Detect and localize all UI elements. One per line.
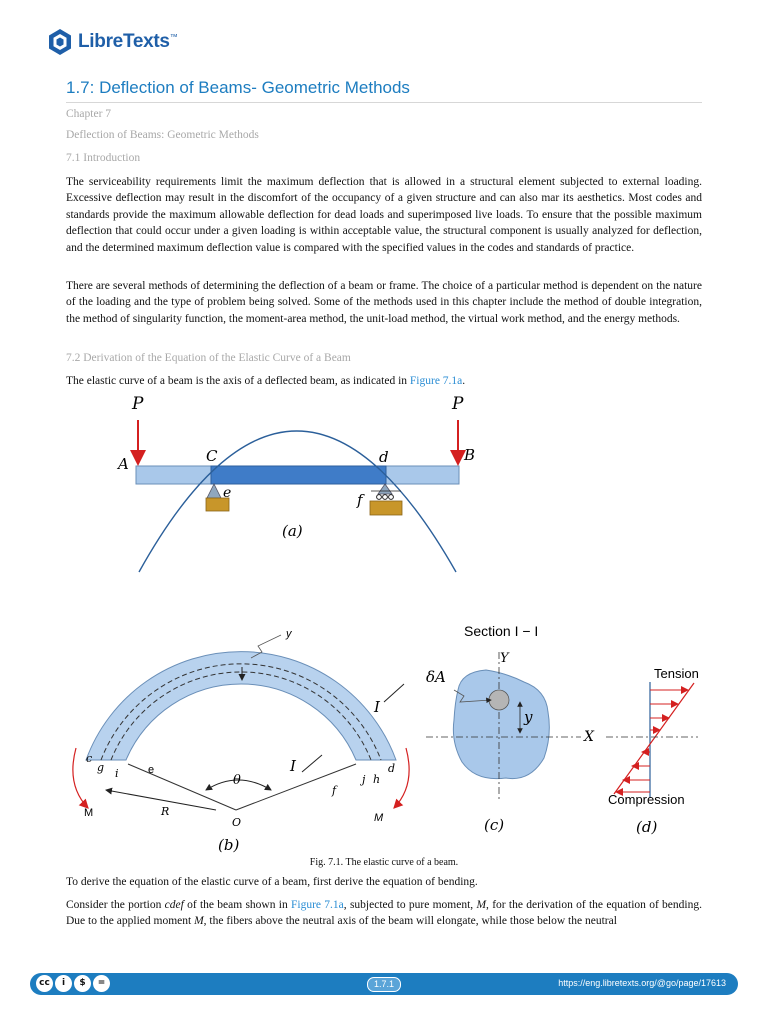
- section-mark-upper: [384, 684, 404, 702]
- label-M-left: M: [84, 807, 94, 819]
- paragraph-methods: There are several methods of determining the deflection of a beam or frame. The choice of a particular method is dependent on the nature of the loading and the type of problem being solved. Some of the methods used in this chapter include the method of double integration, the method of singularity function, the moment-area method, the unit-load method, the virtual work method, and the energy methods.: [66, 280, 702, 325]
- figure-part-c: [426, 623, 595, 834]
- paragraph-elastic-curve: The elastic curve of a beam is the axis of a deflected beam, as indicated in Figure 7.1a.: [66, 375, 466, 387]
- label-P-right: P: [452, 394, 464, 414]
- label-R: R: [161, 805, 170, 818]
- page-url[interactable]: https://eng.libretexts.org/@go/page/17613: [558, 978, 726, 988]
- section-heading-intro: 7.1 Introduction: [66, 152, 141, 164]
- radius-line-left: [128, 764, 236, 810]
- roller-support: [378, 484, 392, 494]
- section-mark-lower: [302, 755, 322, 772]
- page-footer: [30, 973, 738, 995]
- label-i: i: [115, 767, 119, 780]
- label-g: g: [97, 761, 105, 774]
- cross-section-shape: [453, 670, 549, 779]
- label-P-left: P: [132, 394, 144, 414]
- label-d-segment: d: [388, 762, 396, 775]
- support-base-right: [370, 501, 402, 515]
- section-heading-elastic-curve: 7.2 Derivation of the Equation of the Elastic Curve of a Beam: [66, 352, 351, 364]
- label-theta: θ: [233, 773, 241, 788]
- label-section: Section I − I: [464, 623, 539, 639]
- label-I-lower: I: [290, 757, 296, 775]
- label-f-segment: f: [332, 784, 337, 797]
- label-y-fiber: y: [286, 628, 292, 640]
- figure-7-1: [66, 390, 706, 870]
- label-M-right: M: [374, 812, 384, 824]
- page-title: 1.7: Deflection of Beams- Geometric Methods: [66, 78, 410, 97]
- label-h: h: [373, 773, 381, 786]
- attribution-icon: i: [55, 975, 72, 992]
- label-compression: Compression: [608, 792, 685, 807]
- figure-part-b: [73, 628, 409, 854]
- chapter-heading: Chapter 7: [66, 108, 112, 120]
- label-y-distance: y: [524, 708, 533, 726]
- paragraph-intro: The serviceability requirements limit the maximum deflection that is allowed in a structural element subjected to external loading. Excessive deflection may result in the discomfort of the occupancy of a given structure and can also mar its aesthetics. Most codes and standards provide the maximum allowable deflection for dead loads and superimposed live loads. To ensure that the possible maximum deflection that could occur under a given loading is within acceptable value, the structural component is usually analyzed for deflection, and the determined maximum deflection value is compared with the specified values in the codes and standards of practice.: [66, 176, 702, 254]
- label-B: B: [464, 446, 476, 464]
- page-number: 1.7.1: [367, 977, 401, 992]
- label-e: e: [223, 485, 232, 501]
- label-X-axis: X: [584, 729, 594, 745]
- label-dA: δA: [426, 668, 446, 686]
- label-O: O: [232, 816, 242, 829]
- moment-arrow-right: [394, 748, 409, 808]
- libretexts-hexagon-icon: [46, 28, 74, 56]
- label-j: j: [362, 773, 366, 786]
- figure-link[interactable]: Figure 7.1a: [291, 899, 344, 911]
- paragraph-consider-portion: Consider the portion cdef of the beam shown in Figure 7.1a, subjected to pure moment, M, for the derivation of the equation of bending. Due to the applied moment M, the fibers above the neutral axis of the beam will elongate, while those below the neutral: [66, 899, 702, 928]
- title-divider: [66, 102, 702, 103]
- label-tension: Tension: [654, 666, 699, 681]
- beam-center-span: [211, 466, 386, 484]
- roller: [389, 495, 394, 500]
- label-e-segment: e: [148, 764, 155, 776]
- label-f: f: [357, 491, 363, 509]
- label-part-b: (b): [218, 836, 240, 854]
- noncommercial-icon: $: [74, 975, 91, 992]
- curved-beam-segment: [86, 652, 396, 760]
- logo-text: LibreTexts™: [78, 31, 178, 52]
- label-A: A: [118, 455, 129, 473]
- label-I-upper: I: [374, 698, 380, 716]
- chapter-title: Deflection of Beams: Geometric Methods: [66, 129, 259, 141]
- stress-profile: [614, 683, 694, 794]
- label-Y-axis: Y: [500, 651, 509, 666]
- roller: [377, 495, 382, 500]
- roller: [383, 495, 388, 500]
- label-C: C: [206, 447, 218, 465]
- libretexts-logo[interactable]: [46, 28, 177, 56]
- area-element: [489, 690, 509, 710]
- figure-part-a: [116, 394, 475, 572]
- label-part-d: (d): [636, 818, 658, 836]
- figure-link[interactable]: Figure 7.1a: [409, 375, 463, 387]
- pin-support: [207, 484, 221, 498]
- noderivatives-icon: =: [93, 975, 110, 992]
- elastic-curve: [139, 431, 456, 572]
- license-badge[interactable]: [36, 975, 110, 993]
- label-part-a: (a): [282, 522, 303, 540]
- creative-commons-icon: cc: [36, 975, 53, 992]
- figure-part-d: [606, 666, 699, 836]
- label-part-c: (c): [484, 816, 505, 834]
- paragraph-bending-intro: To derive the equation of the elastic curve of a beam, first derive the equation of bending.: [66, 876, 478, 888]
- radius-line-right: [236, 764, 356, 810]
- label-d: d: [379, 448, 389, 466]
- label-c: c: [86, 752, 93, 765]
- figure-caption: Fig. 7.1. The elastic curve of a beam.: [309, 857, 459, 868]
